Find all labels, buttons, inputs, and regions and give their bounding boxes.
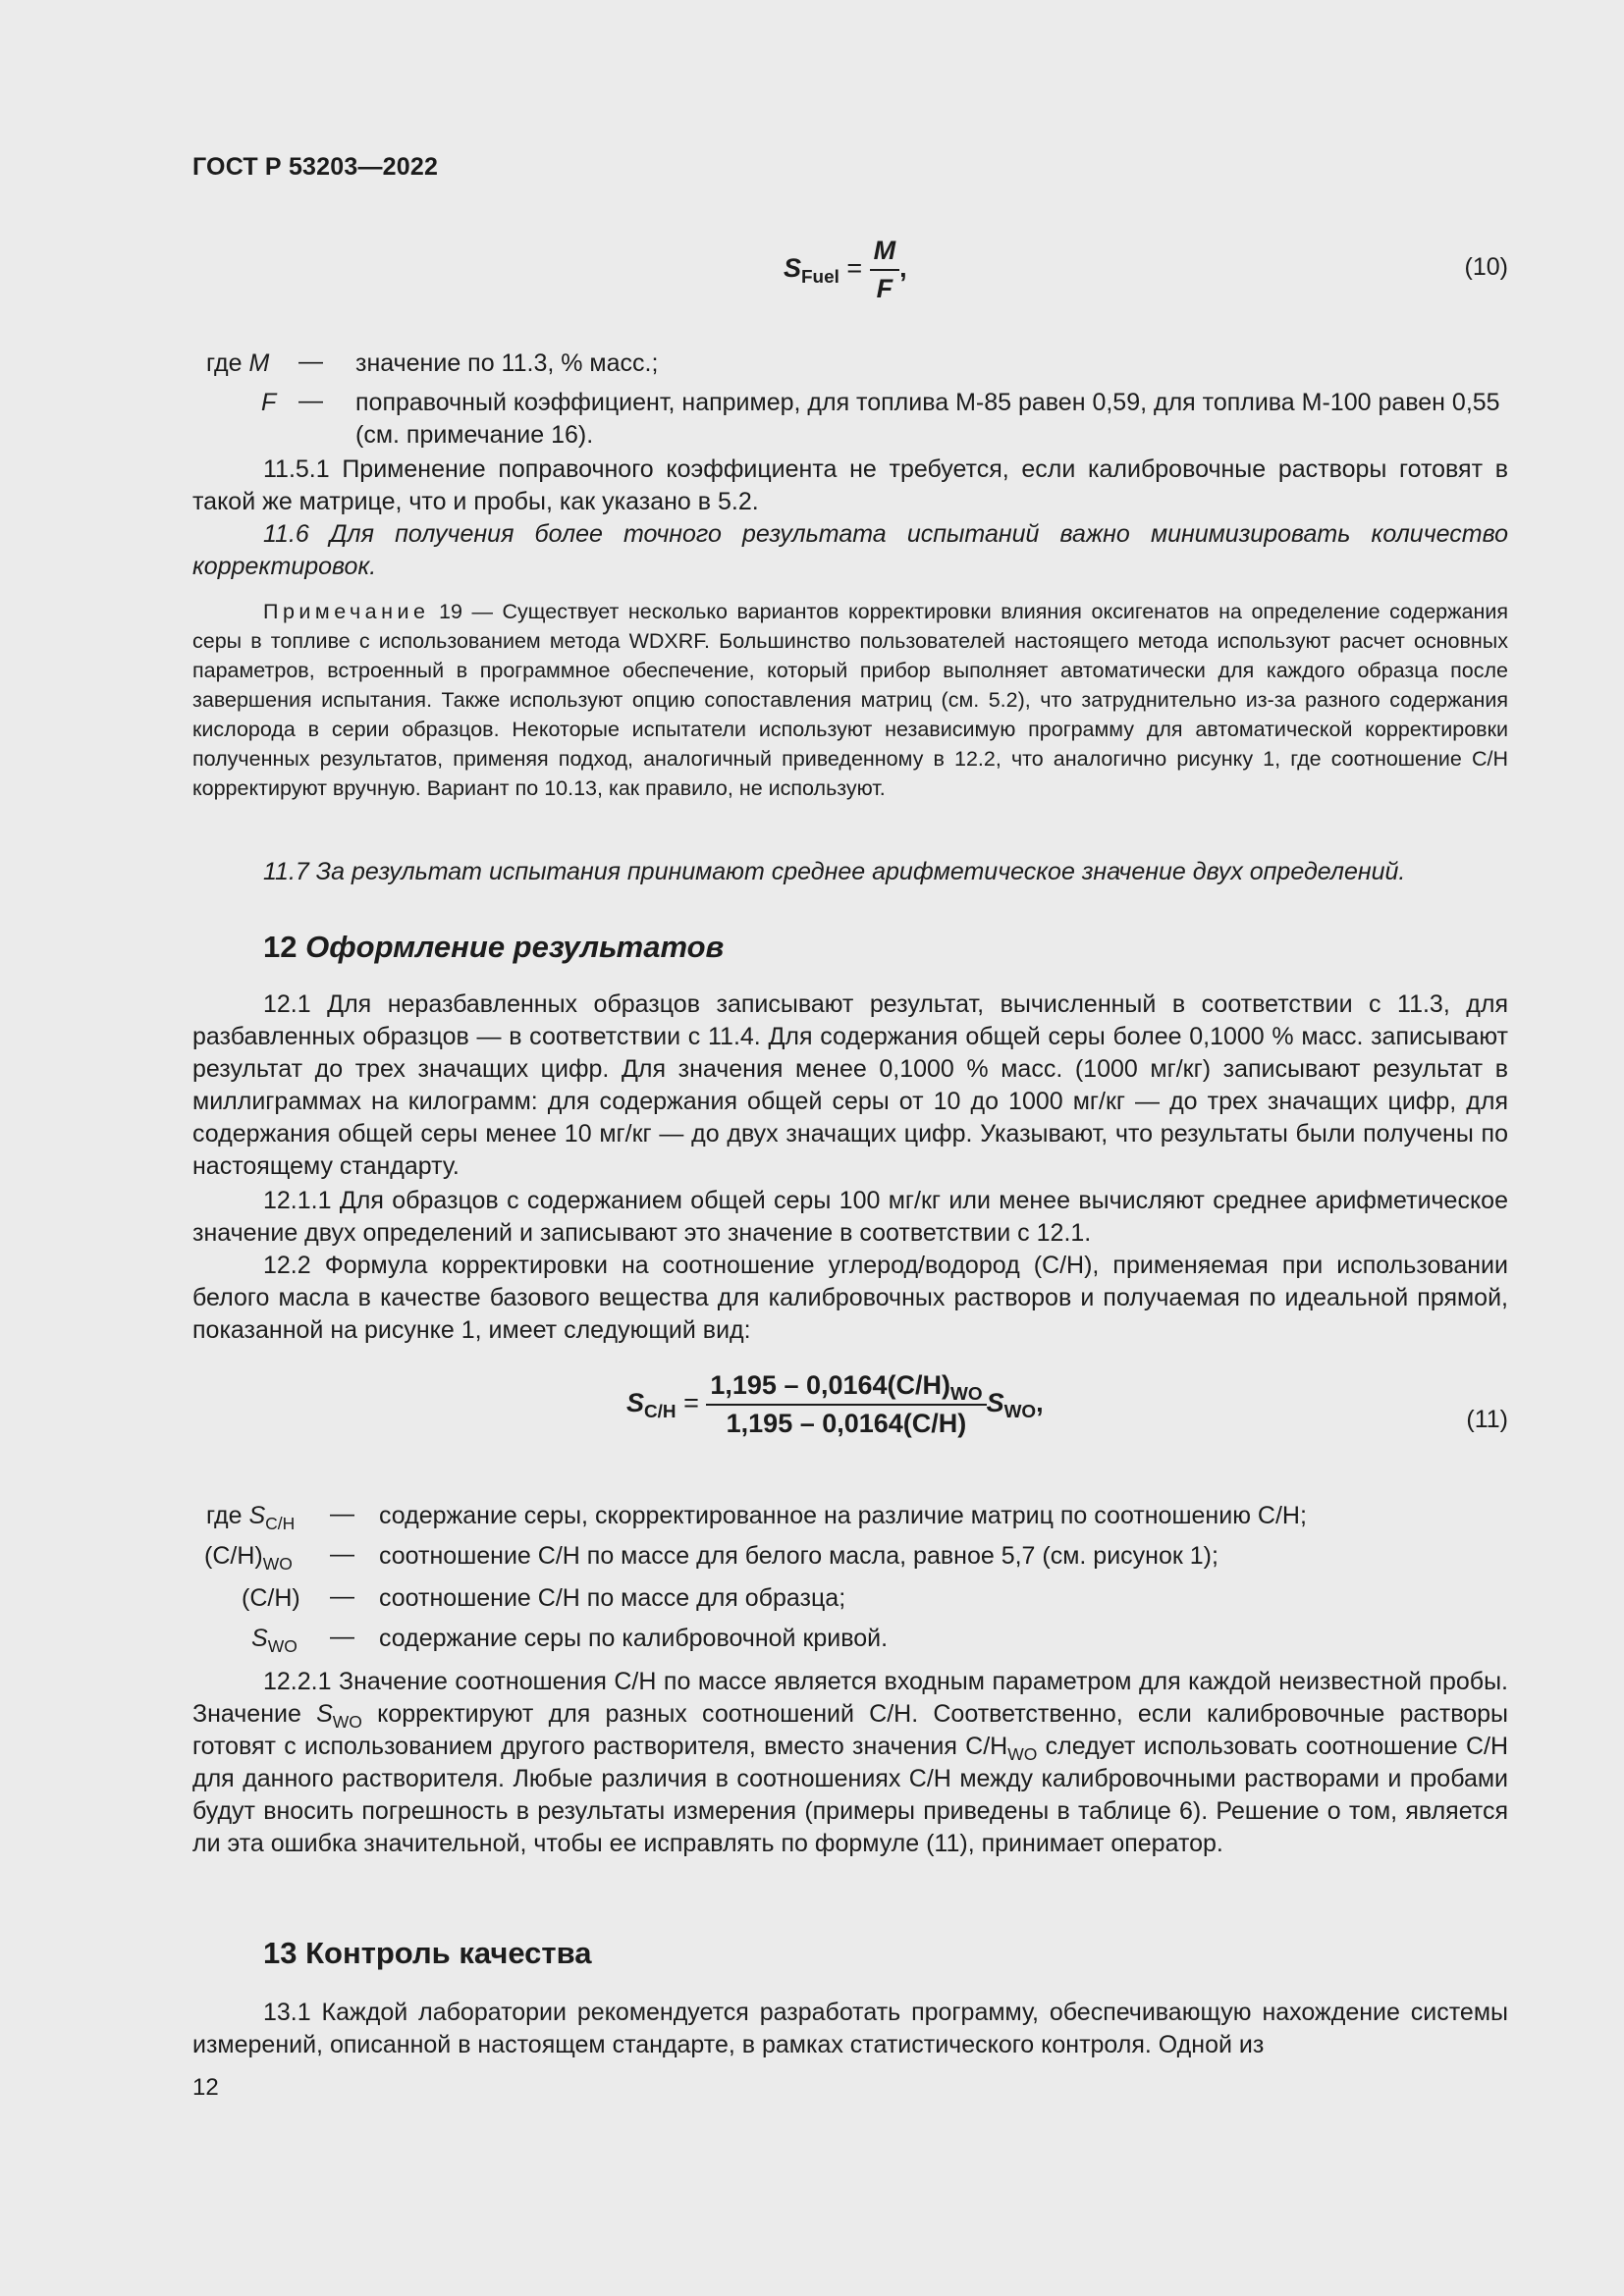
definition-text: содержание серы по калибровочной кривой. [379, 1625, 889, 1652]
definition-text: поправочный коэффициент, например, для топлива М-85 равен 0,59, для топлива М-100 равен 0,55 (см. примечание 16). [355, 389, 1500, 449]
paragraph-11-6: 11.6 Для получения более точного результата испытаний важно минимизировать количество корректировок. [192, 520, 1508, 580]
document-header: ГОСТ Р 53203—2022 [192, 153, 439, 181]
definition-text: содержание серы, скорректированное на различие матриц по соотношению С/Н; [379, 1502, 1307, 1529]
definition-row: $S_{WO}$ [251, 1625, 298, 1656]
paragraph-11-7: 11.7 За результат испытания принимают среднее арифметическое значение двух определений. [263, 858, 1406, 885]
definition-row: F [261, 389, 277, 416]
paragraph-12-2: 12.2 Формула корректировки на соотношение углерод/водород (С/Н), применяемая при использовании белого масла в качестве базового вещества для калибровочных растворов и получаемая по идеальной прямой, показанной на рисунке 1, имеет следующий вид: [192, 1252, 1508, 1344]
definition-dash: — [330, 1623, 354, 1650]
page-number: 12 [192, 2074, 219, 2101]
paragraph-13-1: 13.1 Каждой лаборатории рекомендуется разработать программу, обеспечивающую нахождение системы измерений, описанной в настоящем стандарте, в рамках статистического контроля. Одной из [192, 1999, 1508, 2058]
definition-row: (C/H) [242, 1584, 300, 1612]
definition-dash: — [298, 387, 323, 414]
equation-number-10: (10) [1464, 253, 1508, 281]
definition-dash: — [330, 1582, 354, 1610]
paragraph-12-1: 12.1 Для неразбавленных образцов записывают результат, вычисленный в соответствии с 11.3, для разбавленных образцов — в соответствии с 11.4. Для содержания общей серы более 0,1000 % масс. записывают результат до трех значащих цифр. Для значения менее 0,1000 % масс. (1000 мг/кг) записывают результат в миллиграммах на килограмм: для содержания общей серы от 10 до 1000 мг/кг — до трех значащих цифр, для содержания общей серы менее 10 мг/кг — до двух значащих цифр. Указывают, что результаты были получены по настоящему стандарту. [192, 990, 1508, 1180]
formula-10: $S_{Fuel}$ = $\frac{M}{F}$ , [784, 236, 907, 303]
definition-row: где $S_{C/H}$ [206, 1502, 296, 1533]
formula-11: $S_{C/H}$ = $\frac{1,195 - 0,0164(C/H)_{WO}}{1,195 - 0,0164(C/H)}$ $S_{WO}$, [626, 1370, 1044, 1438]
definition-text: соотношение С/Н по массе для белого масла, равное 5,7 (см. рисунок 1); [379, 1542, 1218, 1570]
definition-dash: — [298, 347, 323, 375]
definition-dash: — [330, 1500, 354, 1527]
note-19: Примечание 19 — Существует несколько вариантов корректировки влияния оксигенатов на определение содержания серы в топливе с использованием метода WDXRF. Большинство пользователей настоящего метода используют расчет основных параметров, встроенный в программное обеспечение, который прибор выполняет автоматически для каждого образца после завершения испытания. Также используют опцию сопоставления матриц (см. 5.2), что затруднительно из-за разного содержания кислорода в серии образцов. Некоторые испытатели используют независимую программу для автоматической корректировки полученных результатов, применяя подход, аналогичный приведенному в 12.2, что аналогично рисунку 1, где соотношение С/Н корректируют вручную. Вариант по 10.13, как правило, не используют. [192, 600, 1508, 800]
definition-row: где M [206, 349, 270, 377]
definition-text: значение по 11.3, % масс.; [355, 349, 659, 377]
definition-dash: — [330, 1540, 354, 1568]
definition-text: соотношение С/Н по массе для образца; [379, 1584, 846, 1612]
paragraph-12-1-1: 12.1.1 Для образцов с содержанием общей серы 100 мг/кг или менее вычисляют среднее арифметическое значение двух определений и записывают это значение в соответствии с 12.1. [192, 1187, 1508, 1247]
section-12-heading: 12 Оформление результатов [263, 930, 725, 964]
equation-number-11: (11) [1466, 1406, 1508, 1433]
paragraph-11-5-1: 11.5.1 Применение поправочного коэффициента не требуется, если калибровочные растворы готовят в такой же матрице, что и пробы, как указано в 5.2. [192, 455, 1508, 515]
paragraph-12-2-1: 12.2.1 Значение соотношения С/Н по массе является входным параметром для каждой неизвестной пробы. Значение $S_{WO}$ корректируют для разных соотношений С/Н. Соответственно, если калибровочные растворы готовят с использованием другого растворителя, вместо значения $С/Н_{WO}$ следует использовать соотношение С/Н для данного растворителя. Любые различия в соотношениях С/Н между калибровочными растворами и пробами будут вносить погрешность в результаты измерения (примеры приведены в таблице 6). Решение о том, является ли эта ошибка значительной, чтобы ее исправлять по формуле (11), принимает оператор. [192, 1668, 1508, 1857]
section-13-heading: 13 Контроль качества [263, 1936, 592, 1970]
definition-row: $(C/H)_{WO}$ [204, 1542, 293, 1574]
